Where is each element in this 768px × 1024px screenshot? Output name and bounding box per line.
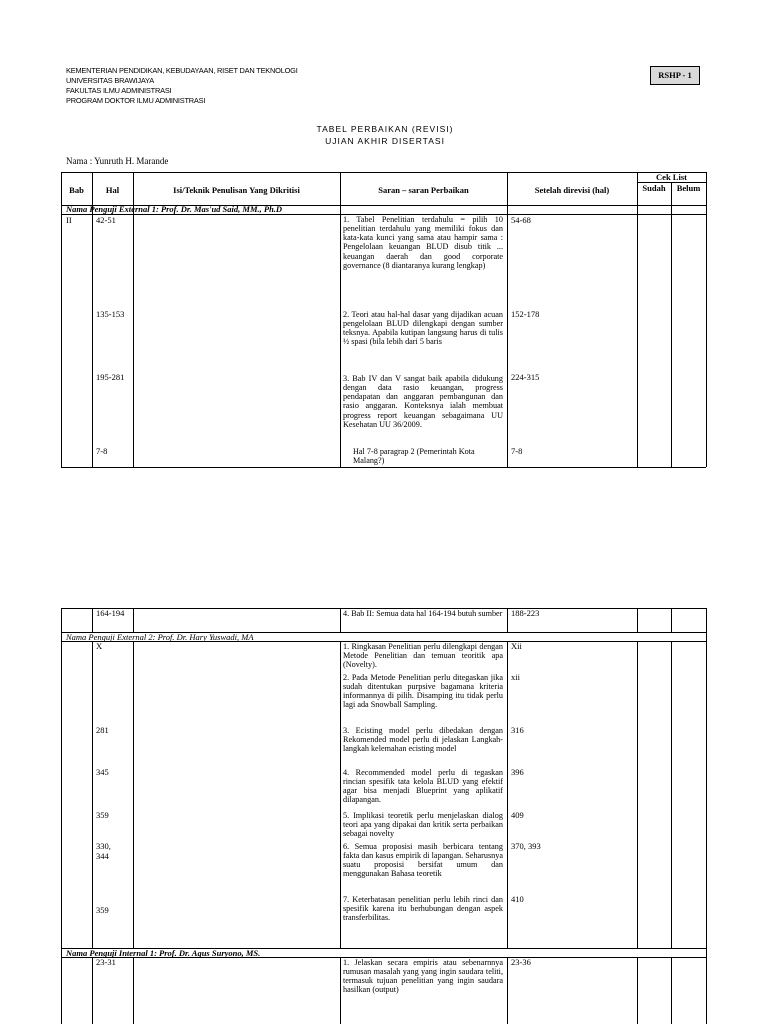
header-faculty: FAKULTAS ILMU ADMINISTRASI — [66, 86, 172, 95]
institution-header — [66, 66, 298, 106]
column-header-belum: Belum — [676, 183, 701, 193]
setelah-cell: 188-223 — [511, 608, 540, 618]
setelah-cell: 410 — [511, 894, 524, 904]
hal-cell: 195-281 — [96, 372, 125, 382]
student-name: Nama : Yunruth H. Marande — [66, 156, 169, 166]
setelah-cell: 409 — [511, 810, 524, 820]
saran-cell: 6. Semua proposisi masih berbicara tentang fakta dan kasus empirik di lapangan. Seharusnya suatu proposisi bersifat umum dan menggunakan Bahasa teoretik — [343, 842, 503, 879]
setelah-cell: 152-178 — [511, 309, 540, 319]
saran-cell: 3. Ecisting model perlu dibedakan dengan Rekomended model perlu di jelaskan Langkah-langkah kelemahan ecisting model — [343, 726, 503, 754]
saran-cell: Hal 7-8 paragrap 2 (Pemerintah Kota Malang?) — [353, 447, 475, 466]
saran-cell: 3. Bab IV dan V sangat baik apabila didukung dengan data rasio keuangan, progress pendapatan dan anggaran pembangunan dan rasio anggaran. Konteksnya ialah membuat progress report keuangan sebagaimana UU Kesehatan UU 36/2009. — [343, 374, 503, 429]
setelah-cell: Xii — [511, 641, 522, 651]
setelah-cell: 224-315 — [511, 372, 540, 382]
header-university: UNIVERSITAS BRAWIJAYA — [66, 76, 154, 85]
saran-cell: 5. Implikasi teoretik perlu menjelaskan dialog teori apa yang dipakai dan kritik serta perbaikan sebagai novelty — [343, 811, 503, 839]
setelah-cell: 396 — [511, 767, 524, 777]
hal-cell: 42-51 — [96, 215, 116, 225]
column-header-isi: Isi/Teknik Penulisan Yang Dikritisi — [173, 185, 300, 195]
column-header-setelah: Setelah direvisi (hal) — [534, 185, 610, 195]
setelah-cell: xii — [511, 672, 520, 682]
saran-cell: 1. Tabel Penelitian terdahulu = pilih 10 penelitian terdahulu yang memiliki fokus dan kata-kata kunci yang sama atau hampir sama : Pengelolaan keuangan BLUD disub titik ... keuangan daerah dan good corporate governance (8 diantaranya kurang lengkap) — [343, 215, 503, 270]
hal-cell: 281 — [96, 725, 109, 735]
saran-cell: 1. Jelaskan secara empiris atau sebenarnnya rumusan masalah yang yang ingin saudara teliti, termasuk tujuan penelitian yang ingin saudara hasilkan (output) — [343, 958, 503, 995]
document-title: TABEL PERBAIKAN (REVISI) — [316, 124, 454, 134]
column-header-ceklist: Cek List — [656, 172, 687, 182]
setelah-cell: 370, 393 — [511, 841, 541, 851]
hal-cell: 164-194 — [96, 608, 125, 618]
examiner-external-1: Nama Penguji External 1: Prof. Dr. Mas'ud Said, MM., Ph.D — [66, 204, 283, 214]
hal-cell: 135-153 — [96, 309, 125, 319]
column-header-bab: Bab — [69, 185, 84, 195]
examiner-internal-1: Nama Penguji Internal 1: Prof. Dr. Agus Suryono, MS. — [66, 948, 261, 958]
setelah-cell: 7-8 — [511, 446, 523, 456]
column-header-sudah: Sudah — [642, 183, 666, 193]
setelah-cell: 316 — [511, 725, 524, 735]
saran-cell: 4. Recommended model perlu di tegaskan rincian spesifik tata kelola BLUD yang efektif agar bisa menjadi Blueprint yang aplikatif dilapangan. — [343, 768, 503, 805]
saran-cell: 1. Ringkasan Penelitian perlu dilengkapi dengan Metode Penelitian dan temuan teoritik apa (Novelty). — [343, 642, 503, 670]
header-program: PROGRAM DOKTOR ILMU ADMINISTRASI — [66, 96, 206, 105]
saran-cell: 2. Pada Metode Penelitian perlu ditegaskan jika sudah ditentukan purpsive bagamana kriteria informannya di pilih. Disamping itu tidak perlu lagi ada Snowball Sampling. — [343, 673, 503, 710]
saran-cell: 4. Bab II: Semua data hal 164-194 butuh sumber — [343, 609, 503, 618]
hal-cell: 345 — [96, 767, 109, 777]
column-header-saran: Saran – saran Perbaikan — [378, 185, 469, 195]
setelah-cell: 54-68 — [511, 215, 531, 225]
document-subtitle: UJIAN AKHIR DISERTASI — [325, 136, 445, 146]
header-ministry: KEMENTERIAN PENDIDIKAN, KEBUDAYAAN, RISET DAN TEKNOLOGI — [66, 66, 298, 75]
hal-cell: 359 — [96, 905, 109, 915]
form-code-badge: RSHP - 1 — [650, 66, 700, 85]
hal-cell: 23-31 — [96, 957, 116, 967]
examiner-external-2: Nama Penguji External 2: Prof. Dr. Hary Yuswadi, MA — [66, 632, 254, 642]
hal-cell: 330, 344 — [96, 841, 111, 861]
saran-cell: 7. Keterbatasan penelitian perlu lebih rinci dan spesifik karena itu berhubungan dengan aspek transferbilitas. — [343, 895, 503, 923]
hal-cell: 7-8 — [96, 446, 108, 456]
hal-cell: X — [96, 641, 103, 651]
hal-cell: 359 — [96, 810, 109, 820]
saran-cell: 2. Teori atau hal-hal dasar yang dijadikan acuan pengelolaan BLUD dilengkapi dengan sumber teksnya. Apabila kutipan langsung harus di tulis ½ spasi (bila lebih dari 5 baris — [343, 310, 503, 347]
setelah-cell: 23-36 — [511, 957, 531, 967]
bab-cell: II — [66, 215, 72, 225]
column-header-hal: Hal — [105, 185, 120, 195]
